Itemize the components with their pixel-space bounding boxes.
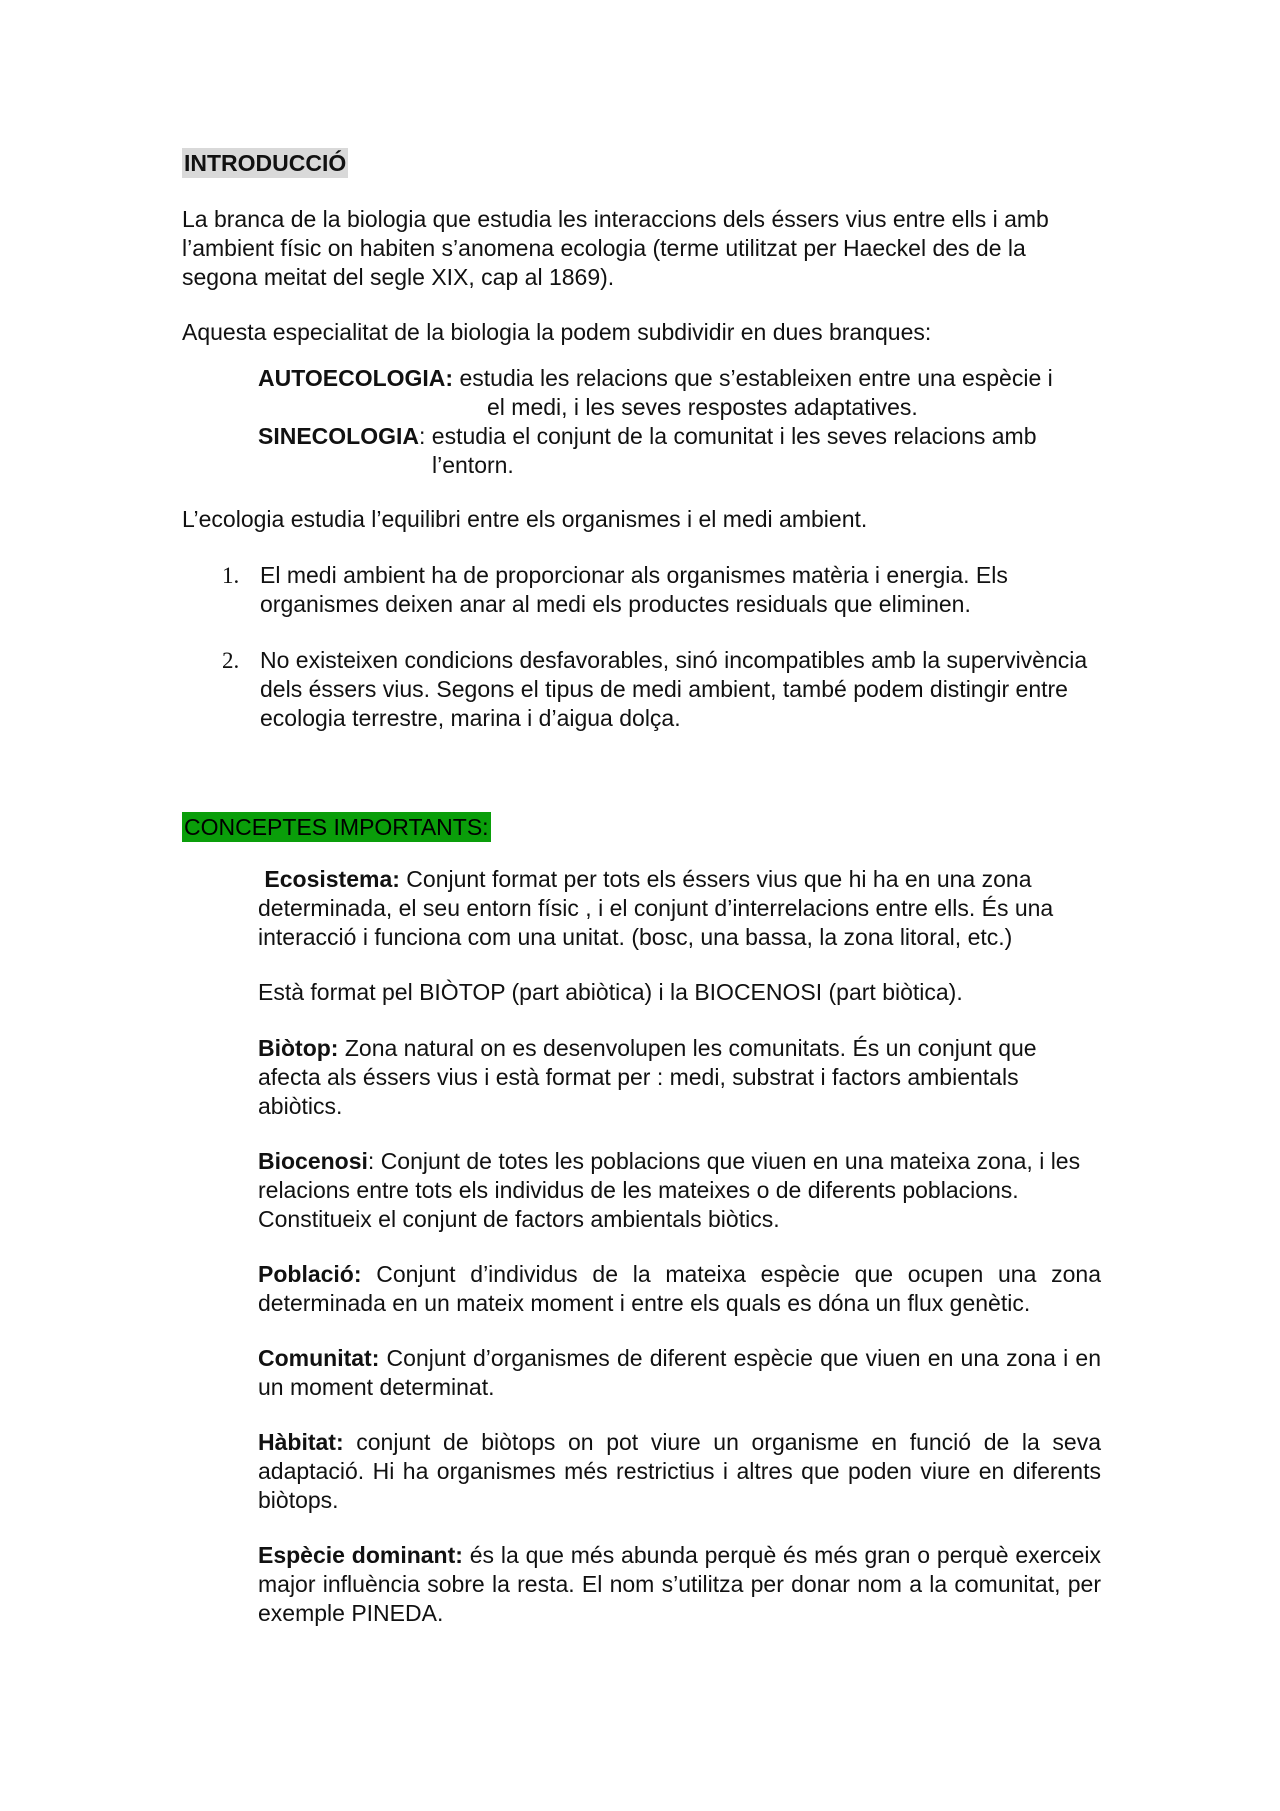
habitat-term: Hàbitat: [258, 1429, 344, 1455]
concept-biotop [258, 1034, 1101, 1121]
intro-paragraph-2: Aquesta especialitat de la biologia la podem subdividir en dues branques: [182, 319, 932, 345]
comunitat-term: Comunitat: [258, 1345, 380, 1371]
intro-heading: INTRODUCCIÓ [184, 150, 347, 176]
habitat-text: conjunt de biòtops on pot viure un organisme en funció de la seva adaptació. Hi ha organismes més restrictius i altres que poden viure en diferents biòtops. [258, 1429, 1101, 1513]
list-number-2: 2. [222, 648, 240, 673]
sinecologia-text-line2: l’entorn. [432, 452, 514, 478]
concept-poblacio [258, 1260, 1101, 1318]
list-number-1: 1. [222, 563, 240, 588]
ecosistema-text: Conjunt format per tots els éssers vius que hi ha en una zona determinada, el seu entorn físic , i el conjunt d’interrelacions entre ells. És una interacció i funciona com una unitat. (bosc, una bassa, la zona litoral, etc.) [258, 866, 1054, 950]
concept-habitat [258, 1428, 1101, 1515]
poblacio-term: Població: [258, 1261, 362, 1287]
poblacio-text: Conjunt d’individus de la mateixa espècie que ocupen una zona determinada en un mateix moment i entre els quals es dóna un flux genètic. [258, 1261, 1101, 1316]
concepts-heading: CONCEPTES IMPORTANTS: [184, 814, 489, 840]
intro-paragraph-1: La branca de la biologia que estudia les interaccions dels éssers vius entre ells i amb l’ambient físic on habiten s’anomena ecologia (terme utilitzat per Haeckel des de la segona meitat del segle XIX, cap al 1869). [182, 206, 1049, 290]
biotop-term: Biòtop: [258, 1035, 339, 1061]
list-item-1: El medi ambient ha de proporcionar als organismes matèria i energia. Els organismes deixen anar al medi els productes residuals que eliminen. [260, 562, 1008, 617]
list-item-2: No existeixen condicions desfavorables, sinó incompatibles amb la supervivència dels éssers vius. Segons el tipus de medi ambient, també podem distingir entre ecologia terrestre, marina i d’aigua dolça. [260, 647, 1088, 731]
biotop-text: Zona natural on es desenvolupen les comunitats. És un conjunt que afecta als éssers vius i està format per : medi, substrat i factors ambientals abiòtics. [258, 1035, 1037, 1119]
autoecologia-text-line2: el medi, i les seves respostes adaptatives. [487, 394, 918, 420]
concept-especie-dominant [258, 1541, 1101, 1628]
autoecologia-term: AUTOECOLOGIA: [258, 365, 454, 391]
concept-format: Està format pel BIÒTOP (part abiòtica) i la BIOCENOSI (part biòtica). [258, 979, 963, 1005]
concept-ecosistema [258, 865, 1101, 952]
comunitat-text: Conjunt d’organismes de diferent espècie que viuen en una zona i en un moment determinat. [258, 1345, 1101, 1400]
intro-paragraph-3: L’ecologia estudia l’equilibri entre els organismes i el medi ambient. [182, 506, 868, 532]
sinecologia-text: : estudia el conjunt de la comunitat i les seves relacions amb [419, 423, 1037, 449]
biocenosi-term: Biocenosi [258, 1148, 368, 1174]
intro-heading-wrap [182, 149, 348, 178]
concept-comunitat [258, 1344, 1101, 1402]
branch-autoecologia [258, 364, 1098, 393]
branch-sinecologia [258, 422, 1098, 451]
concept-biocenosi [258, 1147, 1101, 1234]
sinecologia-term: SINECOLOGIA [258, 423, 420, 449]
biocenosi-text: : Conjunt de totes les poblacions que viuen en una mateixa zona, i les relacions entre tots els individus de les mateixes o de diferents poblacions. Constitueix el conjunt de factors ambientals biòtics. [258, 1148, 1081, 1232]
dominant-text: és la que més abunda perquè és més gran o perquè exerceix major influència sobre la resta. El nom s’utilitza per donar nom a la comunitat, per exemple PINEDA. [258, 1542, 1101, 1626]
autoecologia-text: estudia les relacions que s’estableixen entre una espècie i [459, 365, 1053, 391]
ecosistema-term: Ecosistema: [264, 866, 400, 892]
concepts-heading-wrap [182, 813, 491, 842]
dominant-term: Espècie dominant: [258, 1542, 463, 1568]
